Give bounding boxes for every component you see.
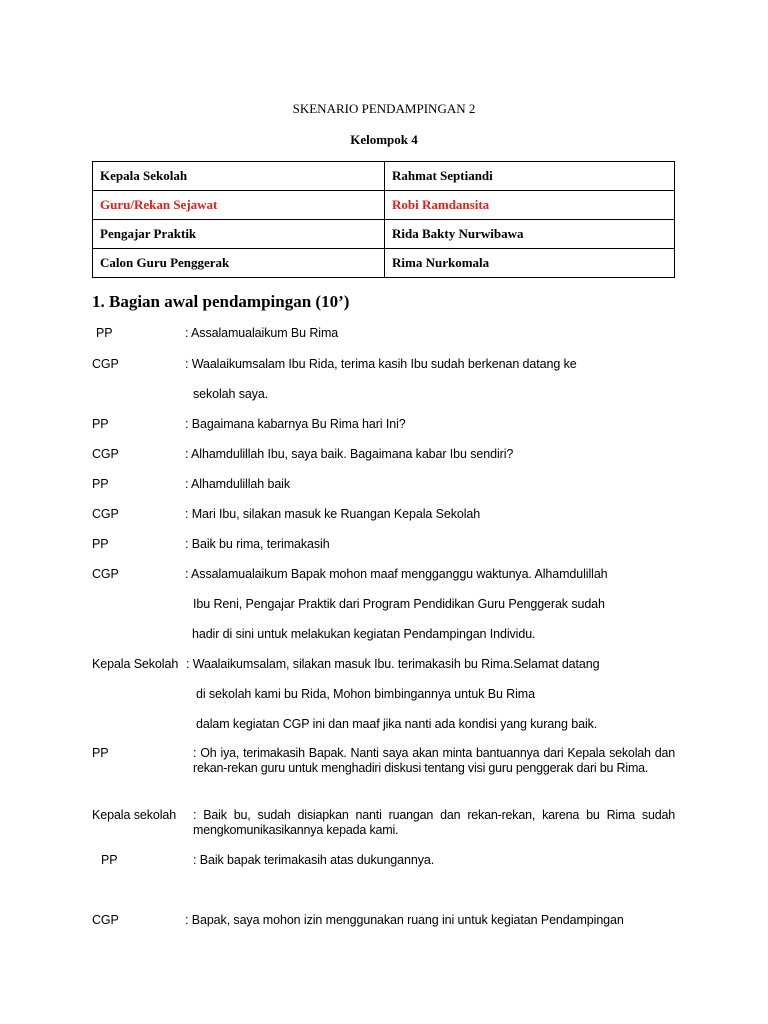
dialogue-paragraph: : Baik bu, sudah disiapkan nanti ruangan dan rekan-rekan, karena bu Rima sudah mengkomunikasikannya kepada kami. bbox=[193, 808, 675, 837]
dialogue-text: : Waalaikumsalam, silakan masuk Ibu. terimakasih bu Rima.Selamat datang bbox=[186, 657, 600, 671]
dialogue-text: : Baik bapak terimakasih atas dukungannya. bbox=[193, 853, 435, 867]
speaker-label: PP bbox=[101, 853, 118, 867]
document-title: SKENARIO PENDAMPINGAN 2 bbox=[292, 101, 476, 116]
speaker-label: PP bbox=[92, 746, 109, 760]
name-cell: Robi Ramdansita bbox=[385, 191, 675, 220]
speaker-label: Kepala sekolah bbox=[92, 808, 177, 822]
speaker-label: CGP bbox=[92, 447, 119, 461]
dialogue-continuation: sekolah saya. bbox=[193, 387, 269, 401]
name-cell: Rima Nurkomala bbox=[385, 249, 675, 278]
dialogue-text: : Bapak, saya mohon izin menggunakan ruang ini untuk kegiatan Pendampingan bbox=[185, 913, 624, 927]
name-cell: Rahmat Septiandi bbox=[385, 162, 675, 191]
speaker-label: PP bbox=[92, 417, 109, 431]
dialogue-paragraph: : Oh iya, terimakasih Bapak. Nanti saya akan minta bantuannya dari Kepala sekolah dan rekan-rekan guru untuk menghadiri diskusi tentang visi guru penggerak dari bu Rima. bbox=[193, 746, 675, 775]
role-cell: Kepala Sekolah bbox=[93, 162, 385, 191]
speaker-label: PP bbox=[96, 326, 113, 340]
table-row bbox=[93, 191, 675, 220]
dialogue-continuation: dalam kegiatan CGP ini dan maaf jika nanti ada kondisi yang kurang baik. bbox=[196, 717, 598, 731]
roles-table bbox=[92, 161, 675, 278]
table-row bbox=[93, 220, 675, 249]
dialogue-text: : Mari Ibu, silakan masuk ke Ruangan Kepala Sekolah bbox=[185, 507, 481, 521]
speaker-label: CGP bbox=[92, 913, 119, 927]
role-cell: Guru/Rekan Sejawat bbox=[93, 191, 385, 220]
speaker-label: PP bbox=[92, 477, 109, 491]
dialogue-text: : Assalamualaikum Bapak mohon maaf mengganggu waktunya. Alhamdulillah bbox=[185, 567, 608, 581]
dialogue-text: : Assalamualaikum Bu Rima bbox=[185, 326, 339, 340]
table-row bbox=[93, 249, 675, 278]
dialogue-text: : Alhamdulillah Ibu, saya baik. Bagaimana kabar Ibu sendiri? bbox=[185, 447, 514, 461]
speaker-label: CGP bbox=[92, 357, 119, 371]
dialogue-continuation: hadir di sini untuk melakukan kegiatan Pendampingan Individu. bbox=[192, 627, 536, 641]
role-cell: Calon Guru Penggerak bbox=[93, 249, 385, 278]
role-cell: Pengajar Praktik bbox=[93, 220, 385, 249]
dialogue-text: : Waalaikumsalam Ibu Rida, terima kasih Ibu sudah berkenan datang ke bbox=[185, 357, 577, 371]
speaker-label: Kepala Sekolah bbox=[92, 657, 179, 671]
speaker-label: CGP bbox=[92, 507, 119, 521]
dialogue-continuation: Ibu Reni, Pengajar Praktik dari Program Pendidikan Guru Penggerak sudah bbox=[193, 597, 605, 611]
name-cell: Rida Bakty Nurwibawa bbox=[385, 220, 675, 249]
dialogue-continuation: di sekolah kami bu Rida, Mohon bimbingannya untuk Bu Rima bbox=[196, 687, 535, 701]
speaker-label: PP bbox=[92, 537, 109, 551]
dialogue-text: : Baik bu rima, terimakasih bbox=[185, 537, 330, 551]
table-row bbox=[93, 162, 675, 191]
section-heading: 1. Bagian awal pendampingan (10’) bbox=[92, 292, 350, 311]
document-subtitle: Kelompok 4 bbox=[350, 132, 418, 147]
dialogue-text: : Alhamdulillah baik bbox=[185, 477, 291, 491]
dialogue-text: : Bagaimana kabarnya Bu Rima hari Ini? bbox=[185, 417, 406, 431]
speaker-label: CGP bbox=[92, 567, 119, 581]
